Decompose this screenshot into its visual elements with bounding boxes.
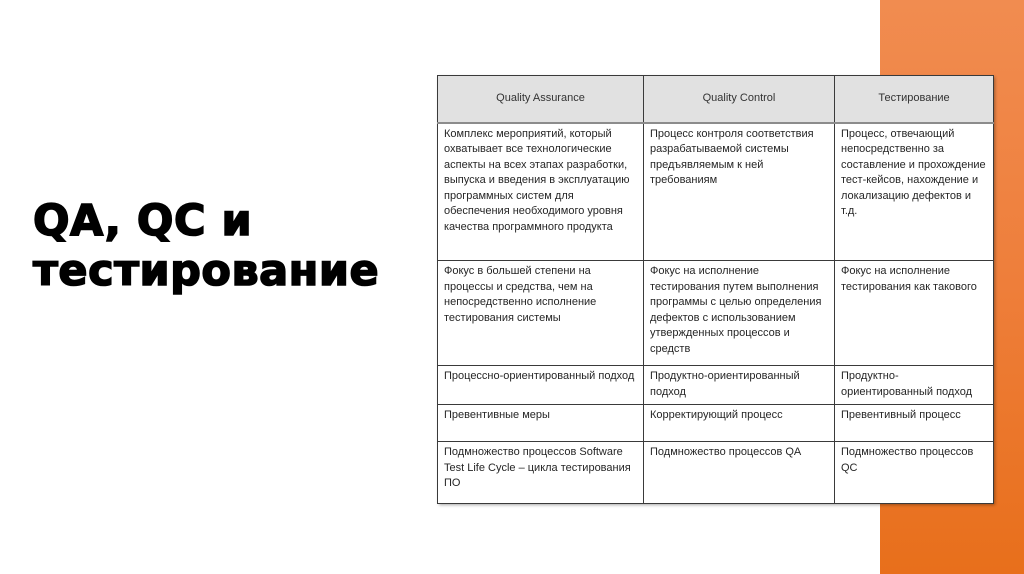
cell-qa-focus: Фокус в большей степени на процессы и средства, чем на непосредственно исполнение тестирования системы xyxy=(438,261,644,366)
header-quality-control: Quality Control xyxy=(644,76,835,123)
cell-qa-measures: Превентивные меры xyxy=(438,405,644,442)
cell-qc-subset: Подмножество процессов QA xyxy=(644,442,835,504)
cell-qa-approach: Процессно-ориентированный подход xyxy=(438,366,644,405)
table-row xyxy=(438,405,994,442)
title-line-1: QA, QC и xyxy=(33,196,253,246)
table-row xyxy=(438,123,994,261)
cell-qc-approach: Продуктно-ориентированный подход xyxy=(644,366,835,405)
table-header-row xyxy=(438,76,994,123)
table-row xyxy=(438,366,994,405)
header-quality-assurance: Quality Assurance xyxy=(438,76,644,123)
cell-qc-measures: Корректирующий процесс xyxy=(644,405,835,442)
title-line-2: тестирование xyxy=(33,246,380,296)
cell-testing-measures: Превентивный процесс xyxy=(835,405,994,442)
table-row xyxy=(438,261,994,366)
cell-qa-subset: Подмножество процессов Software Test Life Cycle – цикла тестирования ПО xyxy=(438,442,644,504)
cell-testing-approach: Продуктно-ориентированный подход xyxy=(835,366,994,405)
cell-testing-focus: Фокус на исполнение тестирования как такового xyxy=(835,261,994,366)
table-row xyxy=(438,442,994,504)
comparison-table-container xyxy=(437,75,993,503)
cell-qc-definition: Процесс контроля соответствия разрабатываемой системы предъявляемым к ней требованиям xyxy=(644,123,835,261)
comparison-table xyxy=(437,75,994,504)
cell-qc-focus: Фокус на исполнение тестирования путем выполнения программы с целью определения дефектов с использованием утвержденных процессов и средств xyxy=(644,261,835,366)
slide-title xyxy=(33,196,433,296)
cell-testing-subset: Подмножество процессов QC xyxy=(835,442,994,504)
header-testing: Тестирование xyxy=(835,76,994,123)
cell-qa-definition: Комплекс мероприятий, который охватывает все технологические аспекты на всех этапах разработки, выпуска и введения в эксплуатацию программных систем для обеспечения необходимого уровня качества программного продукта xyxy=(438,123,644,261)
cell-testing-definition: Процесс, отвечающий непосредственно за составление и прохождение тест-кейсов, нахождение и локализацию дефектов и т.д. xyxy=(835,123,994,261)
